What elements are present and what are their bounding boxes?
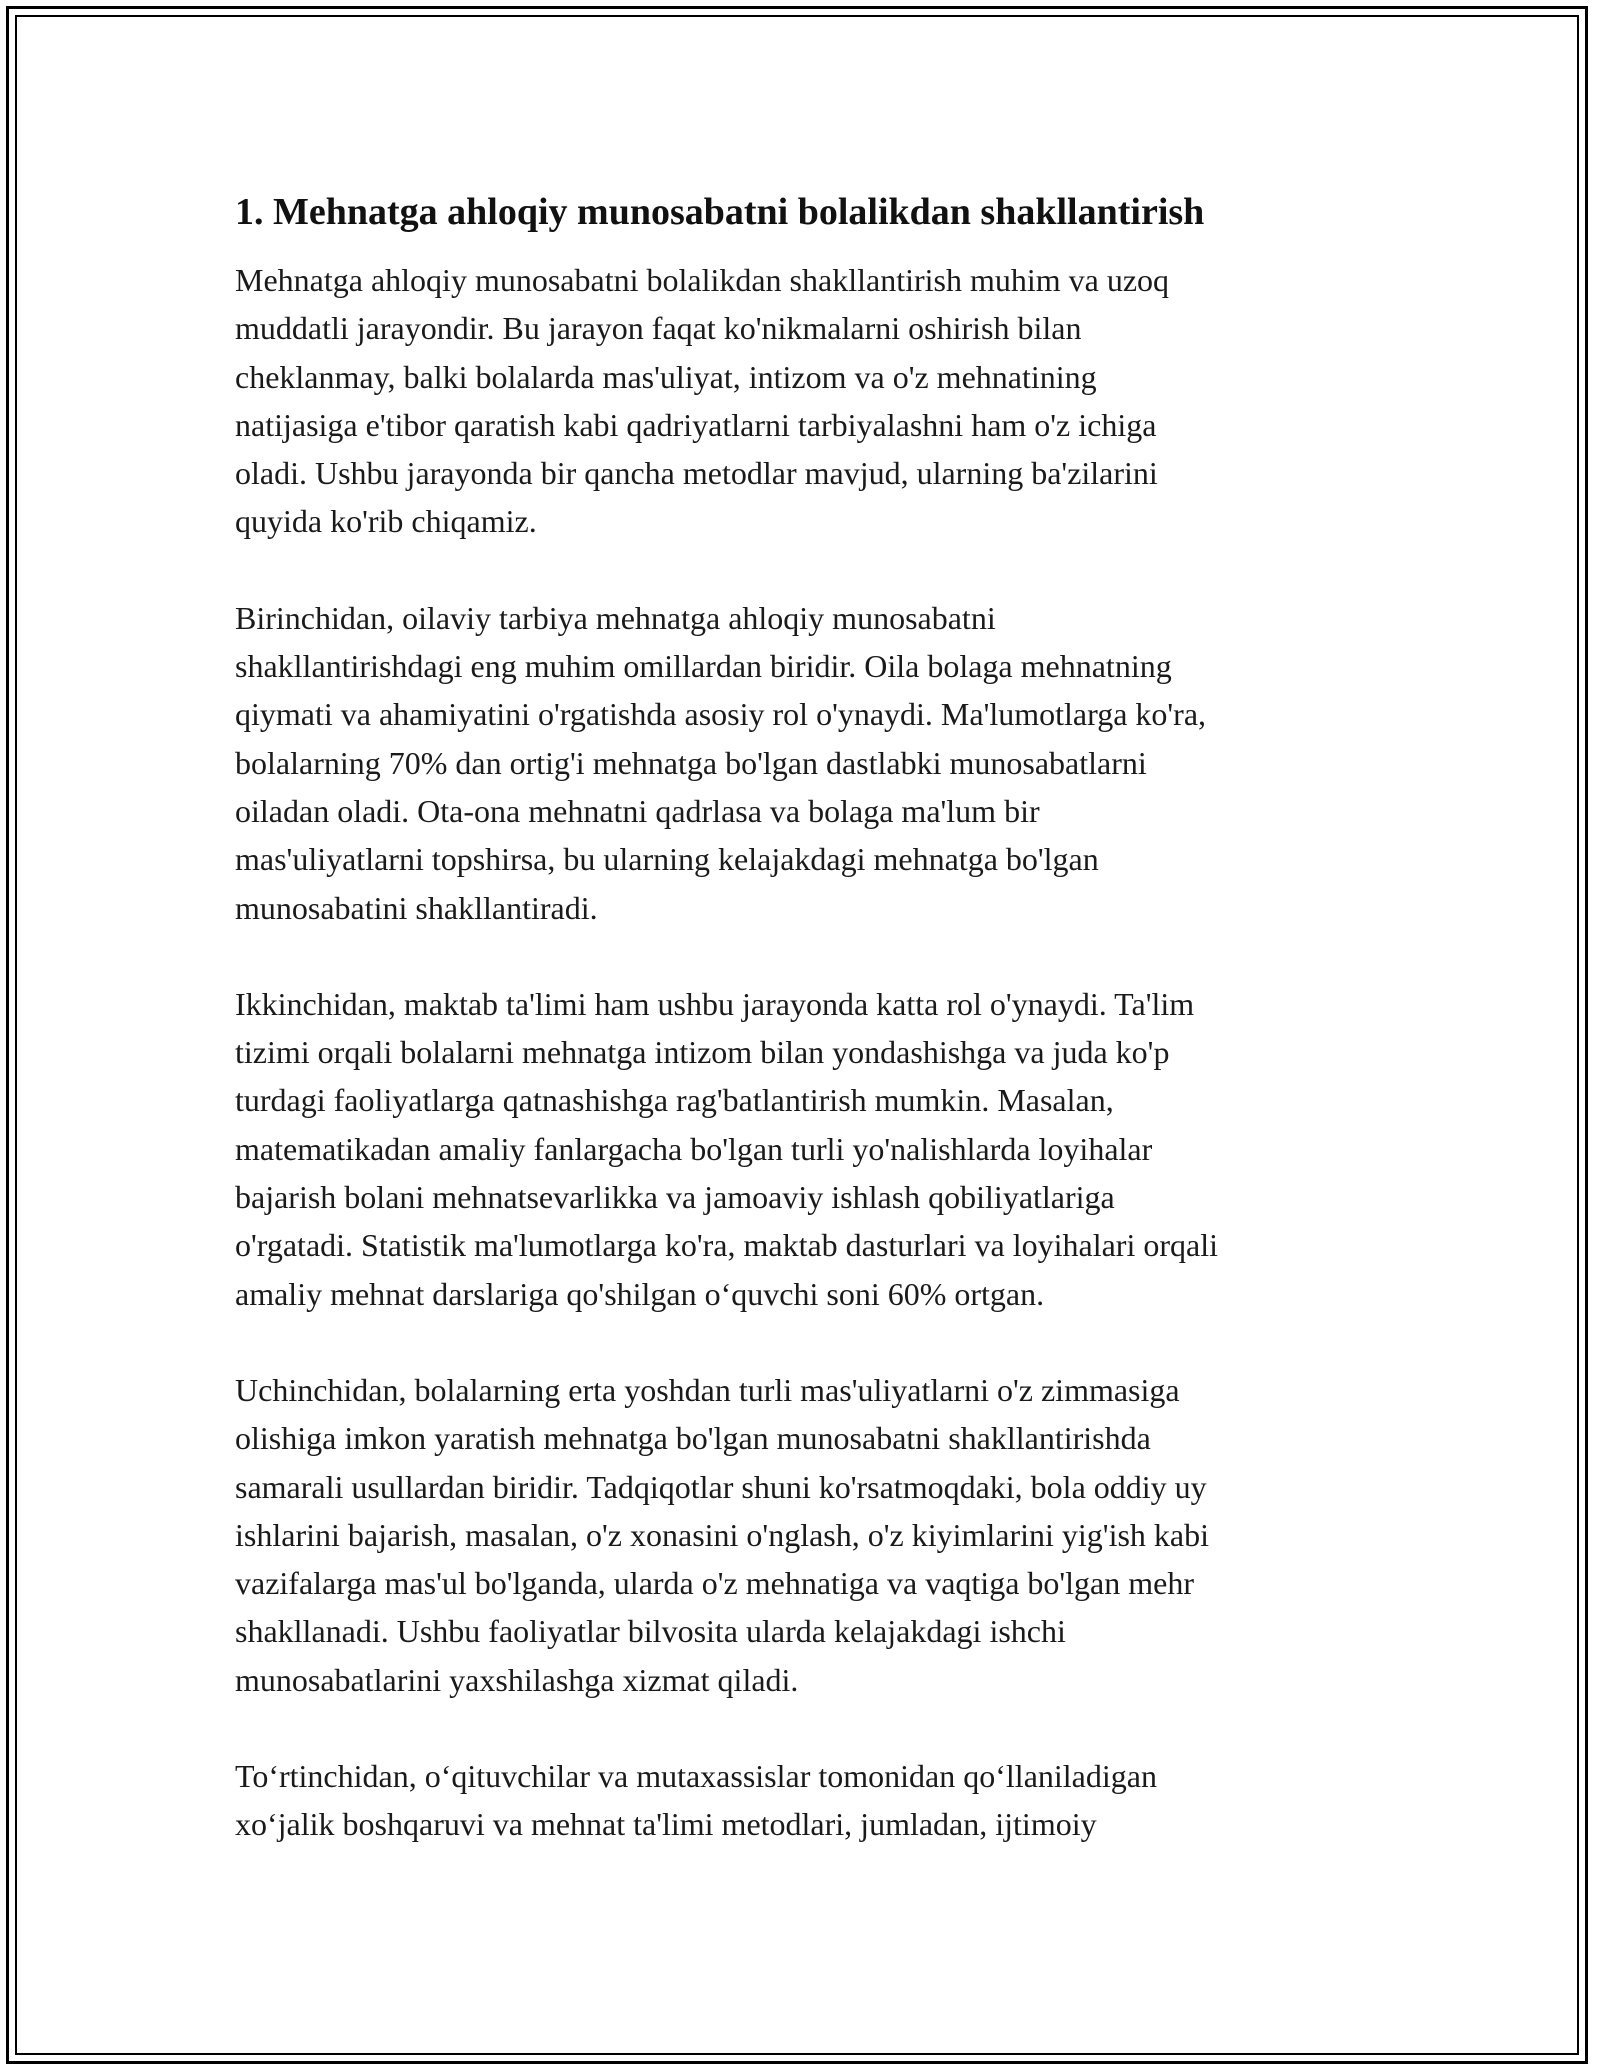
text-line: Ikkinchidan, maktab ta'limi ham ushbu jarayonda katta rol o'ynaydi. Ta'lim: [235, 985, 1195, 1022]
paragraph-second: [235, 980, 1375, 1318]
text-line: cheklanmay, balki bolalarda mas'uliyat, intizom va o'z mehnatining: [235, 358, 1097, 395]
text-line: munosabatlarini yaxshilashga xizmat qiladi.: [235, 1661, 799, 1698]
section-heading: 1. Mehnatga ahloqiy munosabatni bolalikdan shakllantirish: [235, 191, 1205, 233]
text-line: olishiga imkon yaratish mehnatga bo'lgan munosabatni shakllantirishda: [235, 1420, 1151, 1457]
paragraph-first: [235, 594, 1375, 932]
text-line: To‘rtinchidan, o‘qituvchilar va mutaxassislar tomonidan qo‘llaniladigan: [235, 1758, 1157, 1795]
text-line: mas'uliyatlarni topshirsa, bu ularning kelajakdagi mehnatga bo'lgan: [235, 841, 1099, 878]
document-body: [235, 186, 1375, 1897]
text-line: muddatli jarayondir. Bu jarayon faqat ko'nikmalarni oshirish bilan: [235, 310, 1082, 347]
text-line: Uchinchidan, bolalarning erta yoshdan turli mas'uliyatlarni o'z zimmasiga: [235, 1371, 1180, 1408]
text-line: bajarish bolani mehnatsevarlikka va jamoaviy ishlash qobiliyatlariga: [235, 1179, 1115, 1216]
text-line: vazifalarga mas'ul bo'lganda, ularda o'z mehnatiga va vaqtiga bo'lgan mehr: [235, 1565, 1194, 1602]
paragraph-third: [235, 1366, 1375, 1704]
text-line: matematikadan amaliy fanlargacha bo'lgan turli yo'nalishlarda loyihalar: [235, 1130, 1153, 1167]
text-line: tizimi orqali bolalarni mehnatga intizom bilan yondashishga va juda ko'p: [235, 1034, 1170, 1071]
text-line: shakllantirishdagi eng muhim omillardan biridir. Oila bolaga mehnatning: [235, 648, 1172, 685]
text-line: ishlarini bajarish, masalan, o'z xonasini o'nglash, o'z kiyimlarini yig'ish kabi: [235, 1516, 1209, 1553]
text-line: Birinchidan, oilaviy tarbiya mehnatga ahloqiy munosabatni: [235, 599, 996, 636]
text-line: oiladan oladi. Ota-ona mehnatni qadrlasa va bolaga ma'lum bir: [235, 792, 1040, 829]
text-line: munosabatini shakllantiradi.: [235, 889, 598, 926]
text-line: bolalarning 70% dan ortig'i mehnatga bo'lgan dastlabki munosabatlarni: [235, 744, 1147, 781]
text-line: qiymati va ahamiyatini o'rgatishda asosiy rol o'ynaydi. Ma'lumotlarga ko'ra,: [235, 696, 1207, 733]
text-line: turdagi faoliyatlarga qatnashishga rag'batlantirish mumkin. Masalan,: [235, 1082, 1114, 1119]
text-line: oladi. Ushbu jarayonda bir qancha metodlar mavjud, ularning ba'zilarini: [235, 455, 1158, 492]
text-line: quyida ko'rib chiqamiz.: [235, 503, 537, 540]
text-line: shakllanadi. Ushbu faoliyatlar bilvosita ularda kelajakdagi ishchi: [235, 1613, 1066, 1650]
text-line: amaliy mehnat darslariga qo'shilgan o‘quvchi soni 60% ortgan.: [235, 1275, 1045, 1312]
text-line: Mehnatga ahloqiy munosabatni bolalikdan shakllantirish muhim va uzoq: [235, 262, 1170, 298]
text-line: natijasiga e'tibor qaratish kabi qadriyatlarni tarbiyalashni ham o'z ichiga: [235, 406, 1157, 443]
text-line: samarali usullardan biridir. Tadqiqotlar shuni ko'rsatmoqdaki, bola oddiy uy: [235, 1468, 1207, 1505]
paragraph-fourth: [235, 1752, 1375, 1849]
text-line: xo‘jalik boshqaruvi va mehnat ta'limi metodlari, jumladan, ijtimoiy: [235, 1806, 1097, 1843]
paragraph-intro: [235, 256, 1375, 546]
text-line: o'rgatadi. Statistik ma'lumotlarga ko'ra, maktab dasturlari va loyihalari orqali: [235, 1227, 1218, 1264]
